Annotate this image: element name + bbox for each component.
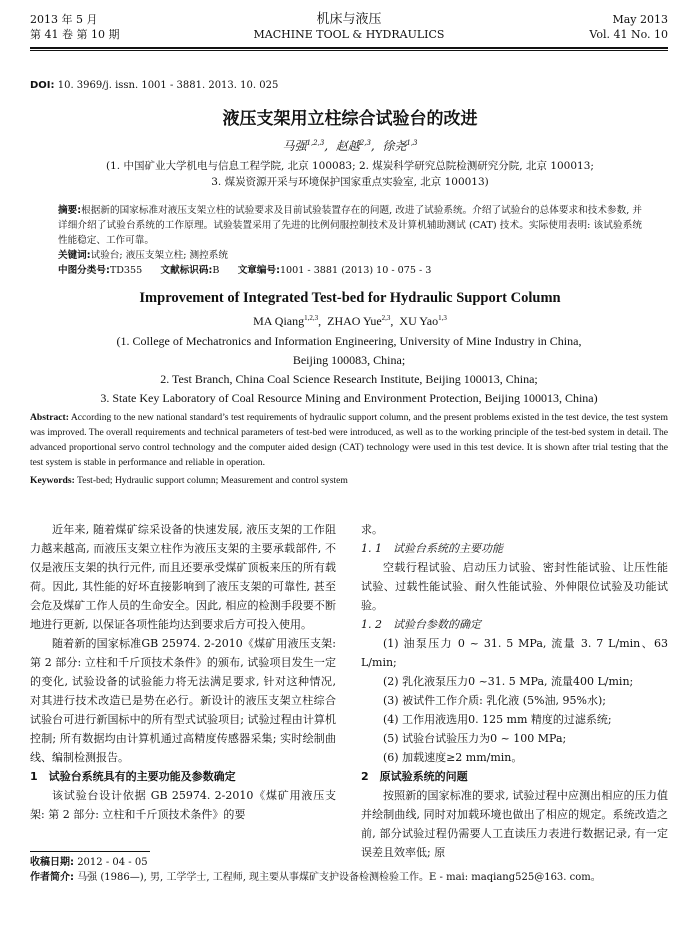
- body-column-left: [30, 520, 336, 824]
- author-en-3-sup: 1,3: [438, 314, 447, 322]
- paragraph: 近年来, 随着煤矿综采设备的快速发展, 液压支架的工作阻力越来越高, 而液压支架立柱作为液压支架的主要承载部件, 不仅是液压支架的执行元件, 而且还要承受煤矿顶板来压的所有载荷。因此, 其性能的好坏直接影响到了液压支架的可靠性, 甚至会危及煤矿工作人员的生命安全。因此, 相应的检测手段要不断地进行更新, 以保证各项性能均达到要求后方可投入使用。: [30, 523, 336, 631]
- doi-label: DOI:: [30, 80, 55, 91]
- doc-code-label: 文献标识码:: [160, 265, 213, 276]
- journal-name-en: MACHINE TOOL & HYDRAULICS: [253, 28, 445, 41]
- section-heading: 2 原试验系统的问题: [361, 770, 468, 783]
- list-item: (1) 油泵压力 0 ~ 31. 5 MPa, 流量 3. 7 L/min、63 L/min;: [361, 637, 668, 669]
- received-label: 收稿日期:: [30, 857, 74, 868]
- subsection-heading: 1. 1 试验台系统的主要功能: [361, 542, 503, 555]
- list-item: (2) 乳化液泵压力0 ~31. 5 MPa, 流量400 L/min;: [383, 675, 634, 688]
- author-cn-2: 赵越: [335, 139, 360, 153]
- keywords-cn-label: 关键词:: [58, 250, 91, 261]
- doi: [30, 80, 278, 91]
- article-no-label: 文章编号:: [237, 265, 280, 276]
- author-bio: [30, 870, 668, 885]
- received-date: [30, 855, 668, 870]
- author-bio-text: 马强 (1986—), 男, 工学学士, 工程师, 现主要从事煤矿支护设备检测检验工作。E - mai: maqiang525@163. com。: [77, 872, 601, 883]
- list-item: (3) 被试件工作介质: 乳化液 (5%油, 95%水);: [383, 694, 606, 707]
- affiliation-en-line: 3. State Key Laboratory of Coal Resource Mining and Environment Protection, Beijing 100013, China): [100, 391, 598, 405]
- authors-en: MA Qiang$^{1,2,3}$, ZHAO Yue$^{2,3}$, XU Yao$^{1,3}$: [253, 314, 447, 328]
- header-volume-cn: 第 41 卷 第 10 期: [30, 28, 120, 41]
- received-value: 2012 - 04 - 05: [77, 857, 148, 868]
- page-header: [30, 12, 668, 52]
- title-en: Improvement of Integrated Test-bed for Hydraulic Support Column: [139, 290, 561, 306]
- author-cn-1: 马强: [282, 139, 307, 153]
- list-item: (5) 试验台试验压力为0 ~ 100 MPa;: [383, 732, 567, 745]
- footnote-rule: [30, 851, 150, 852]
- abstract-en: [30, 410, 668, 488]
- abstract-en-text: According to the new national standard’s test requirements of hydraulic support column, and the present problems existed in the test device, the test system was improved. The overall requirements and technical parameters of test-bed were introduced, as well as to the working principle of the test-bed system in detail. The advanced proportional servo control technology and the computer aided design (CAT) technology were used in this test device. It is shown after trial testing that the test system is stable in performance and reliable in operation.: [30, 412, 668, 468]
- footnote: [30, 855, 668, 885]
- body-column-right: [361, 520, 668, 862]
- doc-code-value: B: [212, 265, 220, 276]
- paragraph: 该试验台设计依据 GB 25974. 2-2010《煤矿用液压支架: 第 2 部分: 立柱和千斤顶技术条件》的要: [30, 789, 336, 821]
- author-en-2: ZHAO Yue: [327, 314, 382, 328]
- authors-cn: 马强$^{1,2,3}$, 赵越$^{2,3}$, 徐尧$^{1,3}$: [282, 139, 418, 153]
- keywords-en: [30, 473, 668, 488]
- article-no-value: 1001 - 3881 (2013) 10 - 075 - 3: [279, 265, 432, 276]
- title-cn: 液压支架用立柱综合试验台的改进: [222, 109, 478, 129]
- author-cn-2-sup: 2,3: [359, 139, 371, 147]
- abstract-cn-body: [58, 203, 642, 248]
- header-volume-en: Vol. 41 No. 10: [589, 28, 668, 41]
- paragraph: 按照新的国家标准的要求, 试验过程中应测出相应的压力值并绘制曲线, 同时对加载环境也做出了相应的规定。系统改造之前, 部分试验过程仍需要人工直读压力表进行数据记录, 有一定误差且效率低; 原: [361, 789, 668, 859]
- author-en-3: XU Yao: [399, 314, 439, 328]
- author-cn-1-sup: 1,2,3: [306, 139, 325, 147]
- abstract-cn-text: 根据新的国家标准对液压支架立柱的试验要求及目前试验装置存在的问题, 改进了试验系统。介绍了试验台的总体要求和技术参数, 并详细介绍了试验台系统的工作原理。试验装置采用了先进的比例伺服控制技术及计算机辅助测试 (CAT) 技术。实际使用表明: 该试验系统性能稳定、工作可靠。: [58, 205, 642, 246]
- keywords-en-text: Test-bed; Hydraulic support column; Measurement and control system: [77, 475, 348, 486]
- clc-value: TD355: [109, 265, 143, 276]
- subsection-heading: 1. 2 试验台参数的确定: [361, 618, 481, 631]
- affiliation-cn-line: (1. 中国矿业大学机电与信息工程学院, 北京 100083; 2. 煤炭科学研究总院检测研究分院, 北京 100013;: [106, 160, 594, 172]
- header-date-cn: 2013 年 5 月: [30, 13, 98, 26]
- author-en-1: MA Qiang: [253, 314, 305, 328]
- header-rule: [30, 47, 668, 49]
- affiliations-cn: [40, 158, 660, 190]
- header-center: [30, 12, 668, 42]
- author-en-2-sup: 2,3: [381, 314, 391, 322]
- author-bio-label: 作者简介:: [30, 872, 74, 883]
- keywords-en-label: Keywords:: [30, 475, 75, 486]
- affiliations-en: [30, 332, 668, 408]
- header-rule-thin: [30, 50, 668, 51]
- doi-value: 10. 3969/j. issn. 1001 - 3881. 2013. 10. 025: [57, 80, 279, 91]
- paragraph: 求。: [361, 523, 383, 536]
- keywords-cn: [58, 248, 642, 263]
- abstract-en-label: Abstract:: [30, 412, 69, 423]
- affiliation-en-line: (1. College of Mechatronics and Information Engineering, University of Mine Industry in China,: [116, 334, 582, 348]
- header-date-en: May 2013: [612, 13, 668, 26]
- author-cn-3: 徐尧: [382, 139, 407, 153]
- author-en-1-sup: 1,2,3: [304, 314, 319, 322]
- affiliation-en-line: Beijing 100083, China;: [292, 353, 406, 367]
- abstract-cn: [58, 203, 642, 278]
- abstract-cn-label: 摘要:: [58, 205, 82, 216]
- paragraph: 空载行程试验、启动压力试验、密封性能试验、让压性能试验、过载性能试验、耐久性能试验、外伸限位试验及功能试验。: [361, 561, 668, 612]
- list-item: (4) 工作用液选用0. 125 mm 精度的过滤系统;: [383, 713, 612, 726]
- list-item: (6) 加载速度≥2 mm/min。: [383, 751, 523, 764]
- paragraph: 随着新的国家标准GB 25974. 2-2010《煤矿用液压支架: 第 2 部分: 立柱和千斤顶技术条件》的颁布, 试验项目发生一定的变化, 试验设备的试验能力将无法满足要求, 针对这种情况, 对其进行技术改造已是势在必行。新设计的液压支架立柱综合试验台可进行新国标中的所有型式试验项目; 试验过程由计算机控制; 所有数据均由计算机通过高精度传感器采集; 实时绘制曲线、编制检测报告。: [30, 637, 336, 764]
- clc-label: 中图分类号:: [58, 265, 110, 276]
- abstract-en-body: [30, 410, 668, 470]
- section-heading: 1 试验台系统具有的主要功能及参数确定: [30, 770, 236, 783]
- journal-name-cn: 机床与液压: [316, 12, 382, 27]
- classification-cn: [58, 263, 642, 278]
- header-right: [589, 12, 668, 42]
- keywords-cn-text: 试验台; 液压支架立柱; 测控系统: [90, 250, 228, 261]
- affiliation-en-line: 2. Test Branch, China Coal Science Research Institute, Beijing 100013, China;: [160, 372, 538, 386]
- author-cn-3-sup: 1,3: [406, 139, 418, 147]
- affiliation-cn-line: 3. 煤炭资源开采与环境保护国家重点实验室, 北京 100013): [211, 176, 489, 188]
